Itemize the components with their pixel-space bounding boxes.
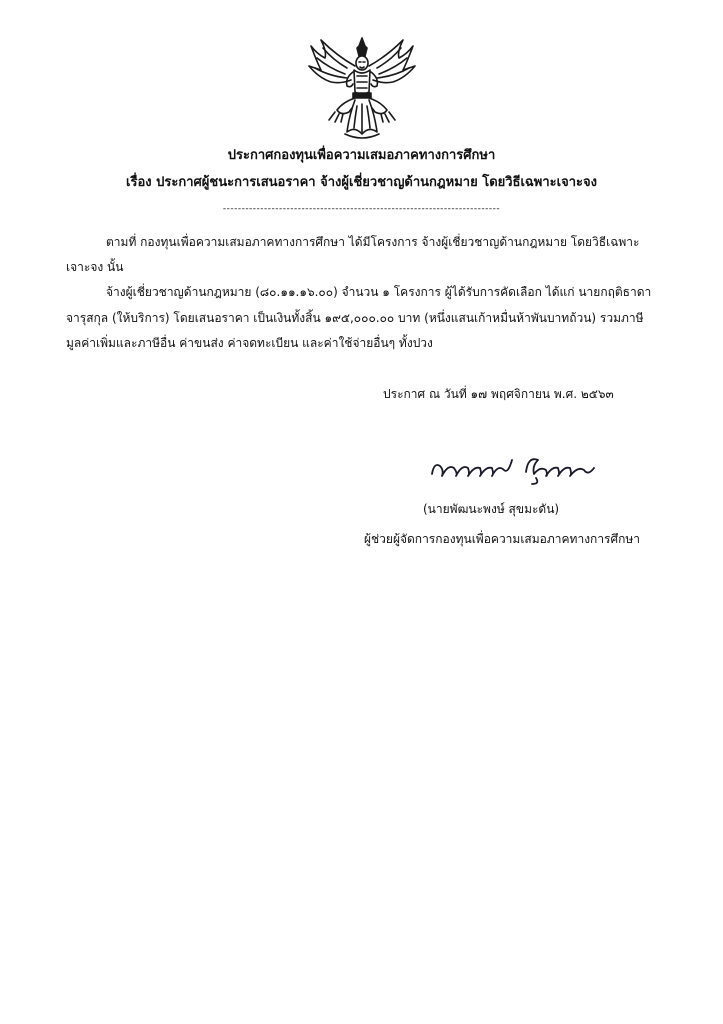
paragraph2-line1: จ้างผู้เชี่ยวชาญด้านกฎหมาย (๘๐.๑๑.๑๖.๐๐) จำนวน ๑ โครงการ ผู้ได้รับการคัดเลือก ได้แก่ นายกฤติธาดา [106,285,652,299]
announcement-subject: เรื่อง ประกาศผู้ชนะการเสนอราคา จ้างผู้เชี่ยวชาญด้านกฎหมาย โดยวิธีเฉพาะเจาะจง [126,175,597,190]
signatory-name: (นายพัฒนะพงษ์ สุขมะดัน) [423,502,560,516]
handwritten-signature [428,448,598,488]
paragraph1-line2: เจาะจง นั้น [66,260,124,274]
announcement-title: ประกาศกองทุนเพื่อความเสมอภาคทางการศึกษา [227,148,496,163]
announcement-date: ประกาศ ณ วันที่ ๑๗ พฤศจิกายน พ.ศ. ๒๕๖๓ [383,387,614,401]
paragraph2-line3: มูลค่าเพิ่มและภาษีอื่น ค่าขนส่ง ค่าจดทะเบียน และค่าใช้จ่ายอื่นๆ ทั้งปวง [66,336,433,350]
separator-line: -------------------------------------------------------------------------- [222,204,501,214]
signatory-position: ผู้ช่วยผู้จัดการกองทุนเพื่อความเสมอภาคทางการศึกษา [364,532,641,546]
paragraph2-line2: จารุสกุล (ให้บริการ) โดยเสนอราคา เป็นเงินทั้งสิ้น ๑๙๕,๐๐๐.๐๐ บาท (หนึ่งแสนเก้าหมื่นห้าพันบาทถ้วน) รวมภาษี [66,311,644,325]
garuda-emblem [307,36,417,140]
paragraph1-line1: ตามที่ กองทุนเพื่อความเสมอภาคทางการศึกษา ได้มีโครงการ จ้างผู้เชี่ยวชาญด้านกฎหมาย โดยวิธีเฉพาะ [106,235,640,249]
